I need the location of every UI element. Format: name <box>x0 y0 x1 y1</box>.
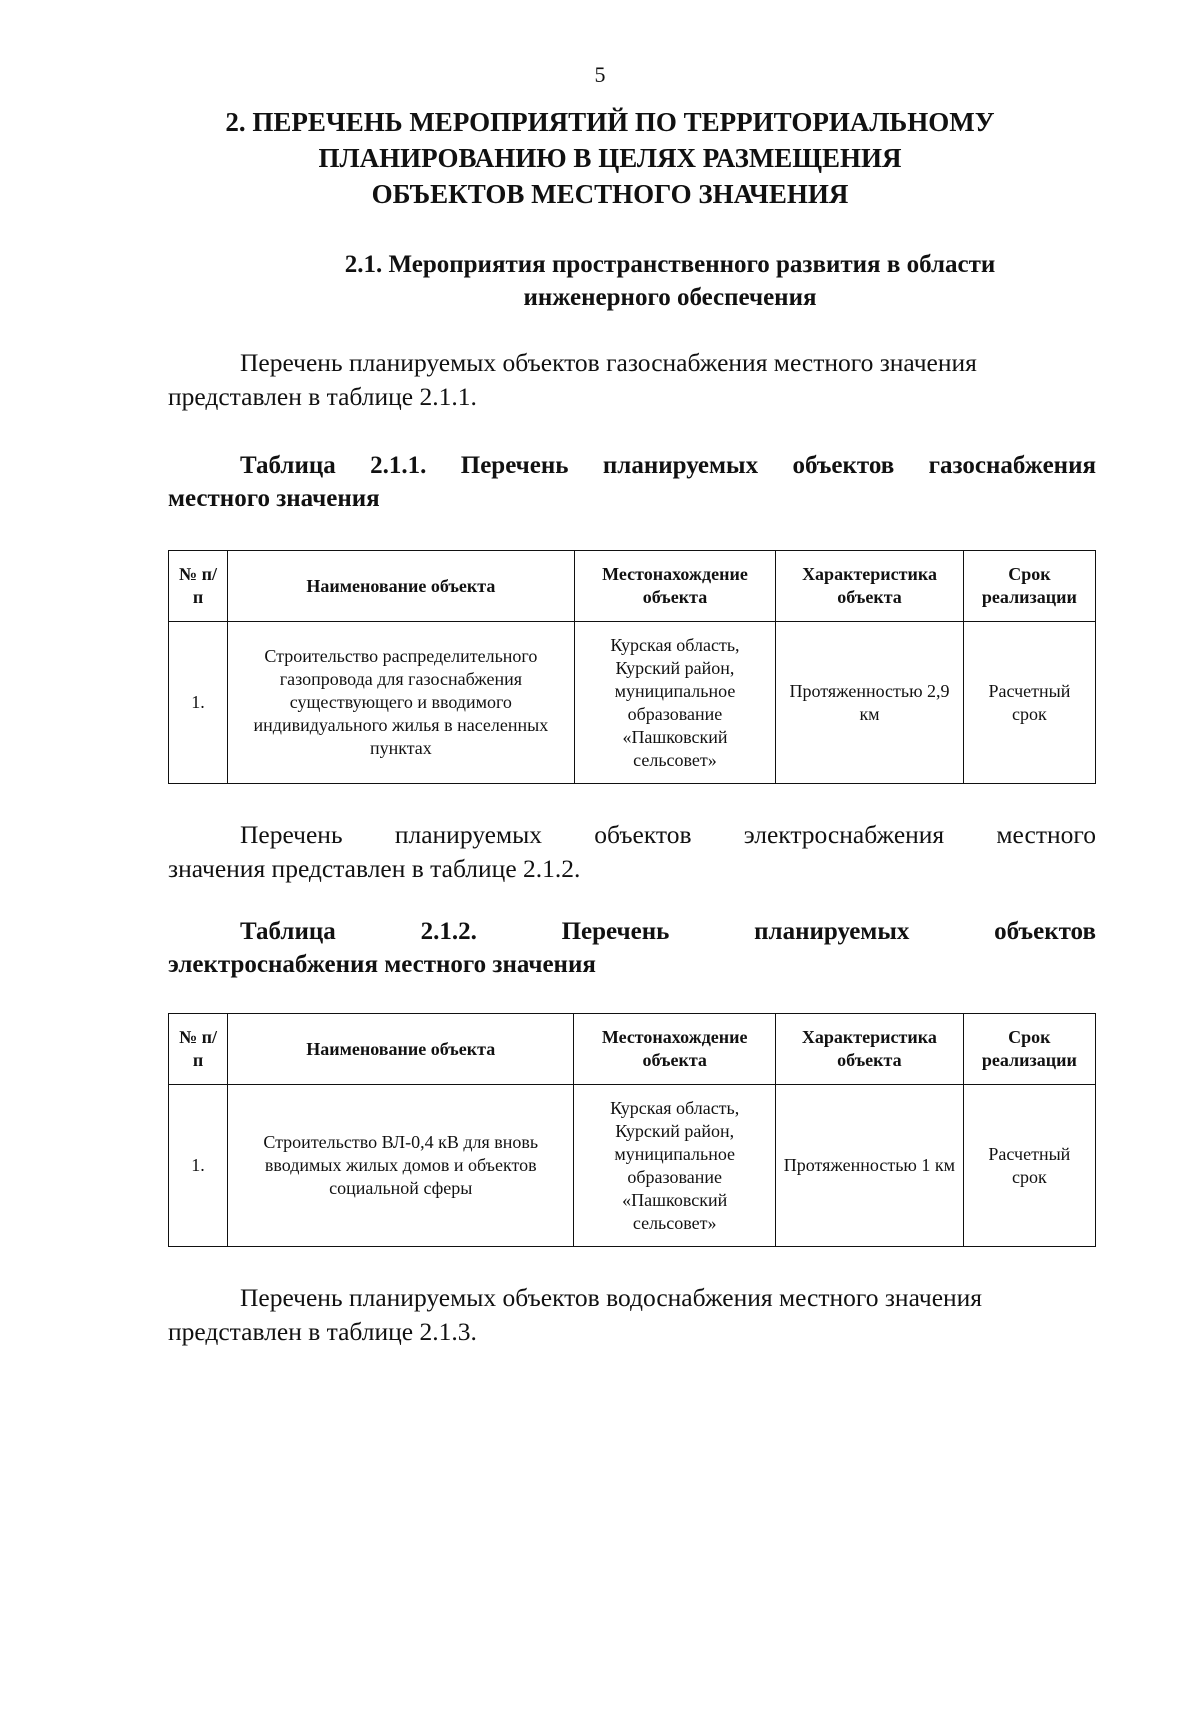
cell-characteristic: Протяженностью 1 км <box>776 1085 964 1247</box>
cell-number: 1. <box>169 622 228 784</box>
col-header-number: № п/п <box>169 1014 228 1085</box>
section-heading-line: ПЛАНИРОВАНИЮ В ЦЕЛЯХ РАЗМЕЩЕНИЯ <box>318 143 902 173</box>
col-header-number: № п/п <box>169 551 228 622</box>
subsection-heading-line: 2.1. Мероприятия пространственного развития в области <box>344 251 996 278</box>
gas-objects-table <box>168 550 1096 784</box>
caption-line <box>168 915 1096 948</box>
cell-name: Строительство ВЛ-0,4 кВ для вновь вводимых жилых домов и объектов социальной сферы <box>228 1085 574 1247</box>
table-header-row <box>169 551 1096 622</box>
section-heading <box>150 104 1070 212</box>
paragraph-line: представлен в таблице 2.1.3. <box>168 1317 477 1346</box>
table-row <box>169 1085 1096 1247</box>
caption-word: Таблица <box>240 918 336 945</box>
col-header-name: Наименование объекта <box>228 1014 574 1085</box>
col-header-term: Срок реализации <box>963 1014 1095 1085</box>
caption-word: планируемых <box>754 918 910 945</box>
cell-characteristic: Протяженностью 2,9 км <box>776 622 964 784</box>
subsection-heading-line: инженерного обеспечения <box>523 284 817 311</box>
caption-line: местного значения <box>168 485 380 512</box>
table-header-row <box>169 1014 1096 1085</box>
col-header-term: Срок реализации <box>963 551 1095 622</box>
paragraph-gas-intro <box>168 346 1096 414</box>
cell-location: Курская область, Курский район, муниципальное образование «Пашковский сельсовет» <box>574 1085 776 1247</box>
caption-word: Таблица <box>240 452 336 479</box>
paragraph-word: Перечень <box>240 820 343 849</box>
paragraph-word: местного <box>996 820 1096 849</box>
caption-word: Перечень <box>460 452 569 479</box>
paragraph-electric-intro <box>168 818 1096 886</box>
paragraph-line: Перечень планируемых объектов водоснабжения местного значения <box>240 1283 983 1312</box>
caption-word: 2.1.2. <box>420 918 477 945</box>
paragraph-line: представлен в таблице 2.1.1. <box>168 382 477 411</box>
section-heading-line: ОБЪЕКТОВ МЕСТНОГО ЗНАЧЕНИЯ <box>371 179 849 209</box>
caption-word: газоснабжения <box>928 452 1096 479</box>
col-header-characteristic: Характеристика объекта <box>776 551 964 622</box>
paragraph-word: электроснабжения <box>743 820 945 849</box>
col-header-characteristic: Характеристика объекта <box>776 1014 964 1085</box>
paragraph-word: объектов <box>594 820 692 849</box>
paragraph-water-intro <box>168 1281 1096 1349</box>
caption-word: планируемых <box>602 452 759 479</box>
cell-number: 1. <box>169 1085 228 1247</box>
table-caption-electric <box>168 915 1096 981</box>
cell-term: Расчетный срок <box>963 1085 1095 1247</box>
paragraph-line <box>168 818 1096 852</box>
cell-location: Курская область, Курский район, муниципальное образование «Пашковский сельсовет» <box>574 622 775 784</box>
cell-name: Строительство распределительного газопровода для газоснабжения существующего и вводимого индивидуального жилья в населенных пунктах <box>228 622 575 784</box>
cell-term: Расчетный срок <box>963 622 1095 784</box>
caption-word: 2.1.1. <box>370 452 427 479</box>
paragraph-line: значения представлен в таблице 2.1.2. <box>168 854 581 883</box>
paragraph-line: Перечень планируемых объектов газоснабжения местного значения <box>240 348 977 377</box>
caption-line: электроснабжения местного значения <box>168 951 596 978</box>
col-header-name: Наименование объекта <box>228 551 575 622</box>
electric-objects-table <box>168 1013 1096 1247</box>
table-caption-gas <box>168 449 1096 515</box>
caption-word: объектов <box>994 918 1096 945</box>
page-number: 5 <box>594 62 606 87</box>
paragraph-word: планируемых <box>394 820 542 849</box>
table-row <box>169 622 1096 784</box>
col-header-location: Местонахождение объекта <box>574 1014 776 1085</box>
caption-line <box>168 449 1096 482</box>
caption-word: Перечень <box>561 918 670 945</box>
section-heading-line: 2. ПЕРЕЧЕНЬ МЕРОПРИЯТИЙ ПО ТЕРРИТОРИАЛЬНОМУ <box>225 107 995 137</box>
subsection-heading <box>220 248 1120 314</box>
col-header-location: Местонахождение объекта <box>574 551 775 622</box>
caption-word: объектов <box>792 452 895 479</box>
